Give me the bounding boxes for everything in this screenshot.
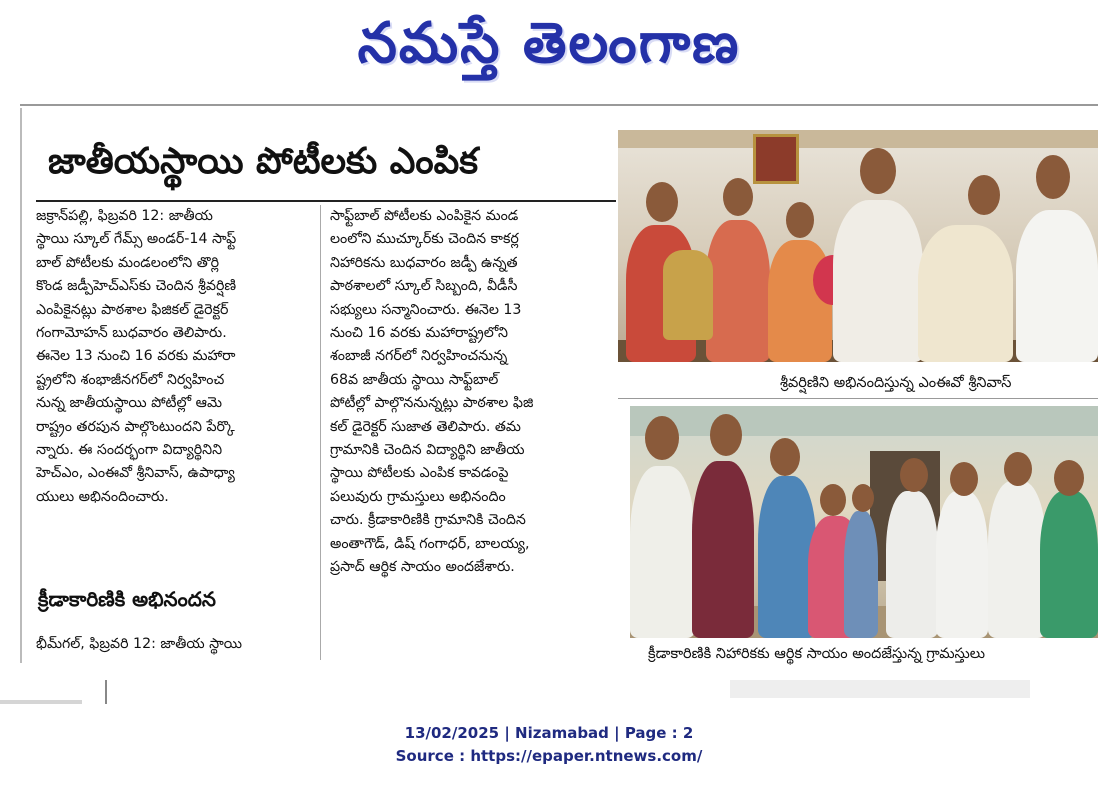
article-subhead: క్రీడాకారిణికి అభినందన (38, 587, 216, 611)
caption-rule-1 (618, 398, 1098, 399)
footer-source-link[interactable]: Source : https://epaper.ntnews.com/ (395, 747, 703, 765)
masthead (0, 0, 1098, 100)
photo-financial-help (630, 406, 1098, 638)
photo-caption-1: శ్రీవర్షిణిని అభినందిస్తున్న ఎంఈవో శ్రీనివాస్ (780, 375, 1012, 391)
headline-rule (36, 200, 616, 202)
article-column-1: జక్రాన్‌పల్లి, ఫిబ్రవరి 12: జాతీయ స్థాయి స్కూల్ గేమ్స్ అండర్-14 సాఫ్ట్ బాల్ పోటీలకు మండలంలోని తొర్లి కొండ జడ్పీహెచ్‌ఎస్‌కు చెందిన శ్రీవర్షిణి ఎంపికైనట్లు పాఠశాల ఫిజికల్ డైరెక్టర్ గంగామోహన్ బుధవారం తెలిపారు. ఈనెల 13 నుంచి 16 వరకు మహారా ష్ట్రలోని శంభాజీనగర్‌లో నిర్వహించ నున్న జాతీయస్థాయి పోటీల్లో ఆమె రాష్ట్రం తరపున పాల్గొంటుందని పేర్కొ న్నారు. ఈ సందర్భంగా విద్యార్థినిని హెచ్‌ఎం, ఎంఈవో శ్రీనివాస్, ఉపాధ్యా యులు అభినందించారు. (36, 208, 237, 505)
left-divider (20, 108, 22, 663)
article-column-1-continued: భీమ్‌గల్, ఫిబ్రవరి 12: జాతీయ స్థాయి (36, 636, 242, 652)
photo-felicitation (618, 130, 1098, 362)
footer-date-page: 13/02/2025 | Nizamabad | Page : 2 (404, 724, 694, 742)
page-footer (0, 722, 1098, 768)
photo-caption-2: క్రీడాకారిణికి నిహారికకు ఆర్థిక సాయం అందజేస్తున్న గ్రామస్తులు (648, 646, 986, 662)
article-headline: జాతీయస్థాయి పోటీలకు ఎంపిక (48, 141, 479, 182)
column-divider (320, 205, 321, 660)
article-column-2: సాఫ్ట్‌బాల్ పోటీలకు ఎంపికైన మండ లంలోని ముచ్కూర్‌కు చెందిన కాకర్ల నిహారికను బుధవారం జడ్పీ ఉన్నత పాఠశాలలో స్కూల్ సిబ్బంది, వీడీసీ సభ్యులు సన్మానించారు. ఈనెల 13 నుంచి 16 వరకు మహారాష్ట్రలోని శంబాజీ నగర్‌లో నిర్వహించనున్న 68వ జాతీయ స్థాయి సాఫ్ట్‌బాల్ పోటీల్లో పాల్గొననున్నట్లు పాఠశాల ఫిజి కల్ డైరెక్టర్ సుజాత తెలిపారు. తమ గ్రామానికి చెందిన విద్యార్థిని జాతీయ స్థాయి పోటీలకు ఎంపిక కావడంపై పలువురు గ్రామస్తులు అభినందిం చారు. క్రీడాకారిణికి గ్రామానికి చెందిన అంతాగౌడ్, డిష్ గంగాధర్, బాలయ్య, ప్రసాద్ ఆర్థిక సాయం అందజేశారు. (330, 208, 534, 576)
top-divider (20, 104, 1098, 106)
next-article-strip (0, 680, 1098, 704)
newspaper-logo: నమస్తే తెలంగాణ (357, 10, 741, 76)
